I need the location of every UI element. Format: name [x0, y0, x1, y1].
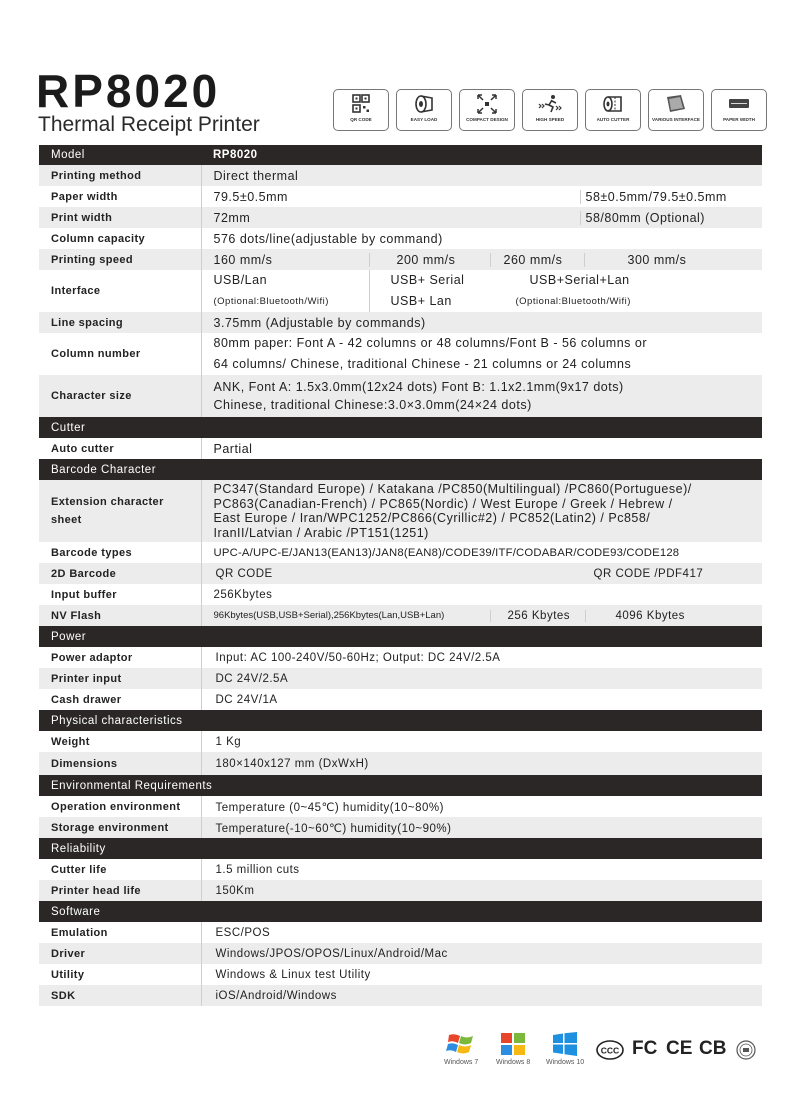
- feature-easy-load: EASY LOAD: [396, 89, 452, 131]
- spec-value: USB+ Lan: [390, 294, 452, 308]
- table-row: [39, 647, 762, 668]
- section-header: [39, 417, 762, 438]
- table-row: [39, 964, 762, 985]
- fcc-cert-icon: FC: [632, 1038, 658, 1059]
- spec-label: Cutter life: [39, 859, 201, 880]
- table-row: [39, 207, 762, 228]
- spec-value: DC 24V/1A: [201, 689, 762, 710]
- spec-value: (Optional:Bluetooth/Wifi): [515, 296, 631, 307]
- table-row: [39, 985, 762, 1006]
- spec-label: Power adaptor: [39, 647, 201, 668]
- qr-code-icon: [349, 93, 373, 115]
- spec-value: iOS/Android/Windows: [201, 985, 762, 1006]
- spec-label: sheet: [51, 514, 82, 526]
- table-row: [39, 438, 762, 459]
- spec-value: Chinese, traditional Chinese:3.0×3.0mm(24×24 dots): [213, 398, 532, 412]
- spec-value: DC 24V/2.5A: [201, 668, 762, 689]
- spec-label: Extension character: [51, 496, 164, 508]
- spec-label: SDK: [39, 985, 201, 1006]
- table-row: [39, 270, 762, 312]
- spec-label: Cash drawer: [39, 689, 201, 710]
- spec-label: Column number: [39, 333, 201, 375]
- spec-value: 3.75mm (Adjustable by commands): [201, 312, 762, 333]
- spec-value: 58/80mm (Optional): [580, 211, 763, 225]
- spec-value: 72mm: [213, 210, 251, 225]
- spec-value: 64 columns/ Chinese, traditional Chinese - 21 columns or 24 columns: [213, 357, 632, 371]
- table-row: [39, 817, 762, 838]
- spec-label: Barcode types: [39, 542, 201, 563]
- table-row: [39, 752, 762, 775]
- spec-value: Windows & Linux test Utility: [201, 964, 762, 985]
- spec-value: USB/Lan: [213, 273, 268, 287]
- spec-value: QR CODE: [215, 567, 273, 580]
- spec-label: Weight: [39, 731, 201, 752]
- table-row: [39, 796, 762, 817]
- spec-label: Paper width: [39, 186, 201, 207]
- svg-text:CCC: CCC: [600, 1045, 620, 1056]
- high-speed-icon: [538, 93, 562, 115]
- feature-auto-cutter: AUTO CUTTER: [585, 89, 641, 131]
- spec-value: RP8020: [201, 145, 762, 165]
- table-row: [39, 228, 762, 249]
- cb-cert-icon: CB: [699, 1038, 727, 1059]
- table-row: [39, 584, 762, 605]
- windows-10-icon: [552, 1032, 578, 1056]
- compatibility-footer: [444, 1032, 764, 1072]
- table-row: [39, 605, 762, 626]
- spec-value: 1.5 million cuts: [201, 859, 762, 880]
- section-header: [39, 775, 762, 796]
- section-header: [39, 710, 762, 731]
- section-title: Physical characteristics: [39, 710, 762, 731]
- table-row: [39, 922, 762, 943]
- table-row: [39, 249, 762, 270]
- table-row: [39, 563, 762, 584]
- spec-value: Partial: [201, 438, 762, 459]
- table-row: [39, 312, 762, 333]
- quality-seal-icon: [736, 1040, 756, 1066]
- spec-label: NV Flash: [39, 605, 201, 626]
- section-header: [39, 459, 762, 480]
- table-row: [39, 542, 762, 563]
- table-row: [39, 165, 762, 186]
- section-title: Reliability: [39, 838, 762, 859]
- spec-label: Operation environment: [39, 796, 201, 817]
- spec-label: Input buffer: [39, 584, 201, 605]
- table-row: [39, 668, 762, 689]
- spec-value: 150Km: [201, 880, 762, 901]
- ccc-cert-icon: [596, 1040, 624, 1066]
- spec-label: Dimensions: [39, 752, 201, 775]
- windows-10-badge: Windows 10: [546, 1032, 584, 1066]
- spec-value: Temperature(-10~60℃) humidity(10~90%): [201, 817, 762, 838]
- section-title: Power: [39, 626, 762, 647]
- spec-value: 300 mm/s: [584, 253, 763, 267]
- spec-label: Driver: [39, 943, 201, 964]
- ce-cert-icon: CE: [666, 1038, 693, 1059]
- table-row: [39, 689, 762, 710]
- windows-8-badge: Windows 8: [496, 1032, 530, 1066]
- feature-compact-design: COMPACT DESIGN: [459, 89, 515, 131]
- spec-value: PC347(Standard Europe) / Katakana /PC850(Multilingual) /PC860(Portuguese)/: [213, 482, 692, 496]
- spec-value: USB+ Serial: [390, 273, 465, 287]
- spec-value: (Optional:Bluetooth/Wifi): [213, 296, 329, 307]
- product-subtitle: Thermal Receipt Printer: [38, 113, 260, 136]
- spec-value: ESC/POS: [201, 922, 762, 943]
- spec-label: Interface: [39, 270, 201, 312]
- spec-label: Emulation: [39, 922, 201, 943]
- various-interface-icon: [664, 93, 688, 115]
- spec-label: Storage environment: [39, 817, 201, 838]
- table-row: [39, 145, 762, 165]
- section-header: [39, 838, 762, 859]
- feature-icons: [333, 89, 767, 131]
- section-header: [39, 901, 762, 922]
- spec-label: Printer input: [39, 668, 201, 689]
- table-row: [39, 186, 762, 207]
- spec-label: Utility: [39, 964, 201, 985]
- spec-value: 58±0.5mm/79.5±0.5mm: [580, 190, 763, 204]
- feature-qr-code: QR CODE: [333, 89, 389, 131]
- spec-value: 96Kbytes(USB,USB+Serial),256Kbytes(Lan,USB+Lan): [213, 610, 445, 621]
- product-model-title: RP8020: [36, 65, 221, 117]
- spec-label: Printing method: [39, 165, 201, 186]
- spec-value: QR CODE /PDF417: [593, 567, 704, 580]
- table-row: [39, 333, 762, 375]
- spec-label: Print width: [39, 207, 201, 228]
- spec-value: Temperature (0~45℃) humidity(10~80%): [201, 796, 762, 817]
- spec-value: 180×140x127 mm (DxWxH): [201, 752, 762, 775]
- spec-label: Printer head life: [39, 880, 201, 901]
- auto-cutter-icon: [601, 93, 625, 115]
- spec-value: 200 mm/s: [369, 253, 490, 267]
- spec-label: 2D Barcode: [39, 563, 201, 584]
- spec-value: Windows/JPOS/OPOS/Linux/Android/Mac: [201, 943, 762, 964]
- spec-label: Printing speed: [39, 249, 201, 270]
- spec-value: 576 dots/line(adjustable by command): [201, 228, 762, 249]
- easy-load-icon: [412, 93, 436, 115]
- feature-various-interface: VARIOUS INTERFACE: [648, 89, 704, 131]
- spec-value: PC863(Canadian-French) / PC865(Nordic) / West Europe / Greek / Hebrew /: [213, 496, 673, 511]
- spec-label: Character size: [39, 375, 201, 417]
- section-title: Environmental Requirements: [39, 775, 762, 796]
- windows-8-icon: [500, 1032, 526, 1056]
- spec-value: 160 mm/s: [213, 252, 273, 267]
- section-title: Barcode Character: [39, 459, 762, 480]
- spec-label: Model: [39, 145, 201, 165]
- section-header: [39, 626, 762, 647]
- windows-7-badge: Windows 7: [444, 1032, 478, 1066]
- spec-value: 79.5±0.5mm: [213, 189, 288, 204]
- spec-value: East Europe / Iran/WPC1252/PC866(Cyrillic#2) / PC852(Latin2) / Pc858/: [213, 511, 651, 525]
- spec-value: IranII/Latvian / Arabic /PT151(1251): [213, 525, 429, 540]
- table-row: [39, 375, 762, 417]
- spec-value: USB+Serial+Lan: [529, 273, 630, 287]
- spec-value: UPC-A/UPC-E/JAN13(EAN13)/JAN8(EAN8)/CODE39/ITF/CODABAR/CODE93/CODE128: [201, 542, 762, 563]
- spec-label: Column capacity: [39, 228, 201, 249]
- paper-width-icon: [727, 93, 751, 115]
- table-row: [39, 880, 762, 901]
- compact-design-icon: [475, 93, 499, 115]
- spec-value: ANK, Font A: 1.5x3.0mm(12x24 dots) Font B: 1.1x2.1mm(9x17 dots): [213, 380, 624, 394]
- windows-7-icon: [446, 1032, 476, 1056]
- spec-value: 256 Kbytes: [490, 610, 585, 622]
- section-title: Cutter: [39, 417, 762, 438]
- specifications-table: [39, 145, 762, 1006]
- spec-value: 256Kbytes: [201, 584, 762, 605]
- table-row: [39, 943, 762, 964]
- table-row: [39, 480, 762, 542]
- feature-paper-width: PAPER WIDTH: [711, 89, 767, 131]
- section-title: Software: [39, 901, 762, 922]
- spec-value: 1 Kg: [201, 731, 762, 752]
- spec-value: Direct thermal: [201, 165, 762, 186]
- spec-label: Line spacing: [39, 312, 201, 333]
- spec-label: Auto cutter: [39, 438, 201, 459]
- spec-value: Input: AC 100-240V/50-60Hz; Output: DC 24V/2.5A: [201, 647, 762, 668]
- table-row: [39, 731, 762, 752]
- feature-high-speed: HIGH SPEED: [522, 89, 578, 131]
- spec-value: 80mm paper: Font A - 42 columns or 48 columns/Font B - 56 columns or: [213, 336, 647, 350]
- spec-value: 260 mm/s: [490, 253, 584, 267]
- table-row: [39, 859, 762, 880]
- spec-value: 4096 Kbytes: [585, 610, 763, 622]
